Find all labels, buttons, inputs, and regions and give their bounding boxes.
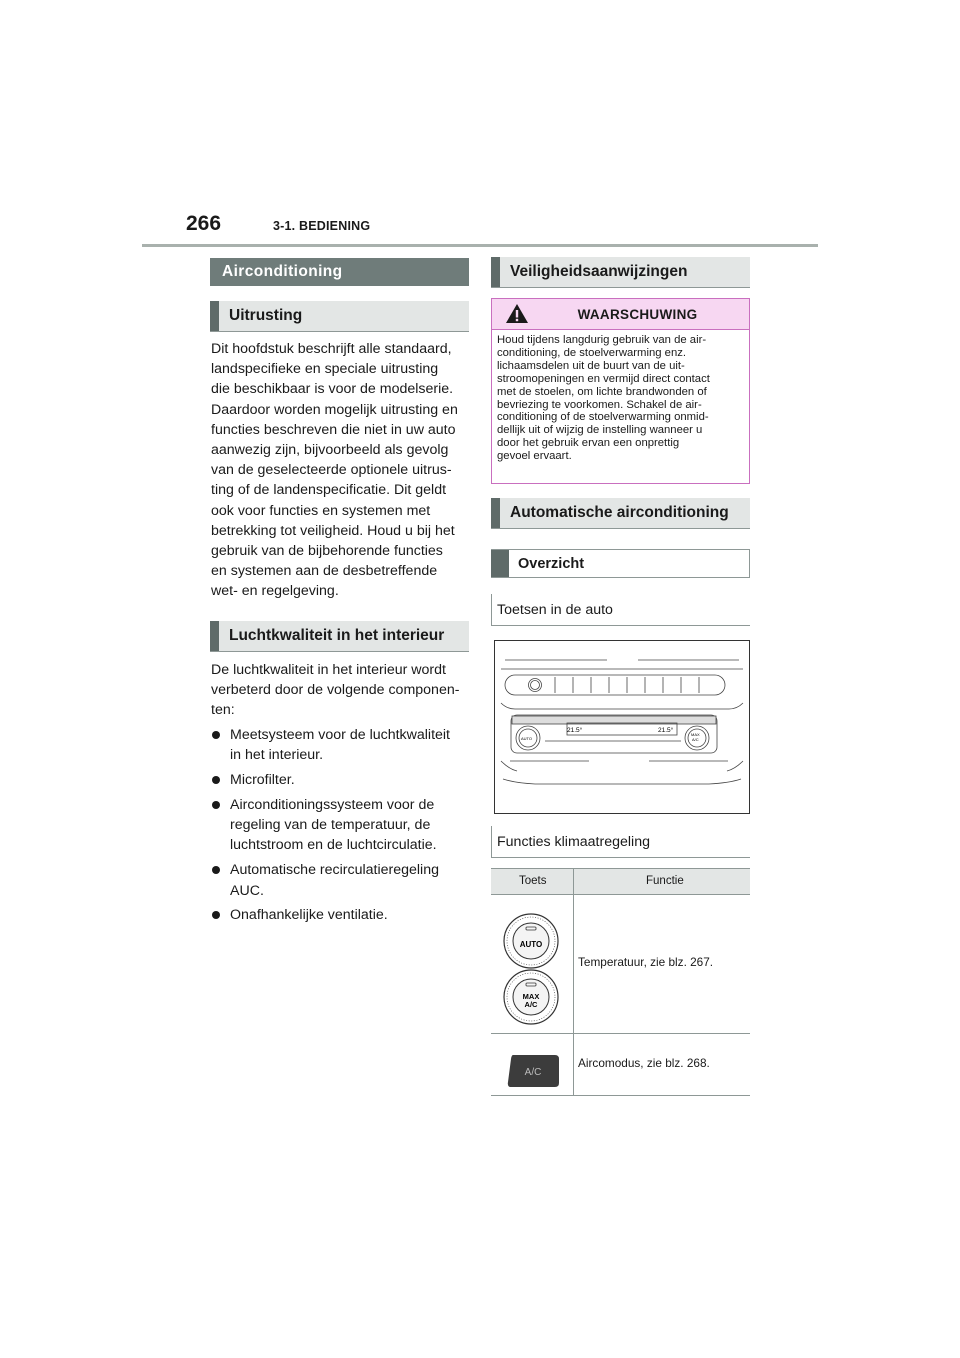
section-veiligheidsaanwijzingen-title: Veiligheidsaanwijzingen	[510, 263, 688, 280]
ac-button-drawing	[505, 1051, 561, 1091]
subsection-bar	[491, 257, 500, 287]
climate-panel-illustration	[494, 640, 750, 814]
max-label: MAX	[522, 992, 540, 1001]
table-bottom-rule	[491, 1095, 750, 1096]
list-item: Onafhankelijke ventilatie.	[211, 905, 473, 925]
subsection-luchtkwaliteit	[210, 621, 469, 652]
subsection-bar	[210, 301, 219, 331]
column-header-toets: Toets	[519, 875, 547, 887]
page-number: 266	[186, 212, 222, 235]
list-item: Airconditioningssysteem voor de regeling van de temperatuur, de luchtstroom en de luchtcirculatie.	[211, 795, 473, 856]
warning-box	[491, 298, 750, 484]
subsection-bar	[491, 550, 509, 577]
column-header-functie: Functie	[646, 875, 684, 887]
temperature-knob-drawing	[501, 911, 561, 1027]
temp-right-label: 21.5°	[658, 727, 674, 734]
chapter-title: 3-1. BEDIENING	[273, 219, 371, 233]
climate-panel-drawing	[495, 641, 749, 813]
list-item: Automatische recirculatieregeling AUC.	[211, 860, 473, 901]
table-cell-function: Temperatuur, zie blz. 267.	[578, 955, 714, 969]
header-rule	[142, 244, 818, 247]
subsection-uitrusting	[210, 301, 469, 332]
warning-title: WAARSCHUWING	[577, 306, 698, 322]
auto-label: AUTO	[519, 940, 543, 949]
list-item: Microfilter.	[211, 770, 473, 790]
warning-header	[492, 299, 749, 330]
max-knob-label: MAX	[691, 732, 700, 737]
warning-text: Houd tijdens langdurig gebruik van de air- conditioning, de stoelverwarming enz. lichaamsdelen uit de buurt van de uit- stroomopeningen en vermijd direct contact met de stoelen, om lichte brandwonden of bevriezing te voorkomen. Schakel de air- conditioning of de stoelverwarming onmid- dellijk uit of wijzig de instelling wanneer u door het gebruik ervan een onprettig gevoel ervaart.	[497, 334, 710, 463]
subsection-overzicht-title: Overzicht	[518, 555, 585, 572]
ac-button-label: A/C	[524, 1067, 542, 1078]
ac-knob-label: A/C	[692, 737, 699, 742]
label-left-rule	[491, 594, 492, 626]
label-bottom-rule	[491, 857, 750, 858]
table-cell-function: Aircomodus, zie blz. 268.	[578, 1056, 710, 1070]
label-left-rule	[491, 826, 492, 858]
ac-label: A/C	[524, 1000, 538, 1009]
functions-label: Functies klimaatregeling	[497, 834, 650, 850]
label-bottom-rule	[491, 625, 750, 626]
auto-knob-label: AUTO	[521, 736, 533, 741]
subsection-uitrusting-title: Uitrusting	[229, 307, 303, 324]
subsection-bar	[210, 621, 219, 651]
temperature-knob-icons	[501, 911, 561, 1027]
table-header	[491, 868, 750, 895]
luchtkwaliteit-paragraph: De luchtkwaliteit in het interieur wordt verbeterd door de volgende componen- ten:	[211, 662, 460, 719]
subsection-overzicht	[491, 549, 750, 578]
table-row-divider	[491, 1033, 750, 1034]
subsection-luchtkwaliteit-title: Luchtkwaliteit in het interieur	[229, 627, 445, 644]
component-list	[211, 725, 473, 930]
section-automatische-airconditioning-title: Automatische airconditioning	[510, 504, 729, 521]
subsection-bar	[491, 498, 500, 528]
section-automatische-airconditioning	[491, 498, 750, 529]
temp-left-label: 21.5°	[567, 727, 583, 734]
section-veiligheidsaanwijzingen	[491, 257, 750, 288]
section-title-airconditioning: Airconditioning	[210, 258, 469, 286]
ac-button-icon	[505, 1051, 561, 1091]
warning-triangle-icon	[505, 303, 529, 324]
uitrusting-paragraph: Dit hoofdstuk beschrijft alle standaard, landspecifieke en speciale uitrusting die beschikbaar is voor de modelserie. Daardoor worden mogelijk uitrusting en functies beschreven die niet in uw auto aanwezig zijn, bijvoorbeeld als gevolg van de geselecteerde optionele uitrus- ting of de landenspecificatie. Dit geldt ook voor functies en systemen met betrekking tot veiligheid. Houd u bij het gebruik van de bijbehorende functies en systemen aan de desbetreffende wet- en regelgeving.	[211, 341, 458, 600]
table-column-divider	[573, 868, 574, 1096]
buttons-label: Toetsen in de auto	[497, 602, 613, 618]
list-item: Meetsysteem voor de luchtkwaliteit in het interieur.	[211, 725, 473, 766]
